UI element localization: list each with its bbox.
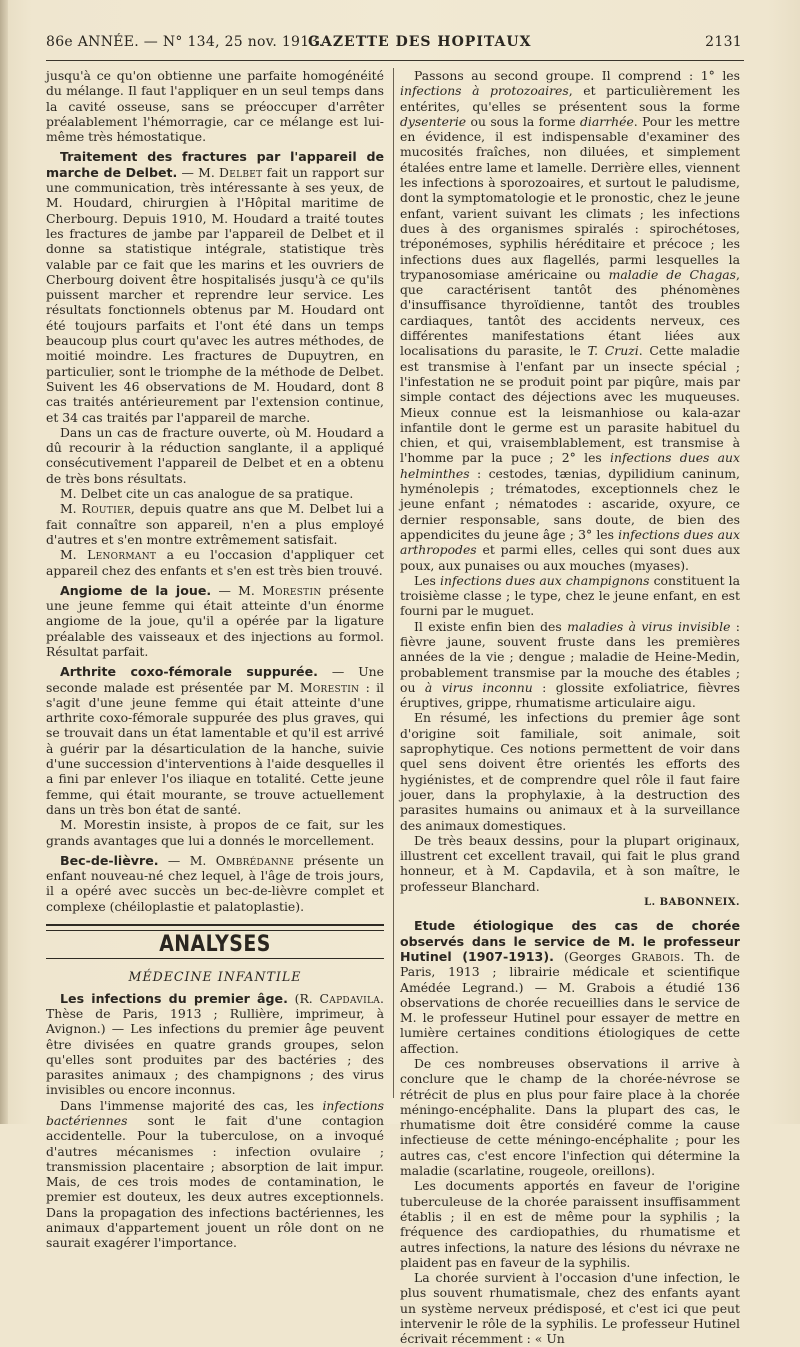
author-name: Capdavila [319,990,381,1006]
article-heading: Traitement des fractures par l'appareil de marche de Delbet. [46,149,384,180]
author-name: Routier [81,501,131,517]
author-name: Delbet [219,164,263,180]
article-heading: Etude étiologique des cas de chorée observés dans le service de M. le professeur Hutinel (1907-1913). [400,918,740,964]
author-name: Ombrédanne [215,852,295,868]
section-heading-analyses: ANALYSES [159,932,271,958]
journal-title: GAZETTE DES HOPITAUX [308,34,532,50]
paragraph: En résumé, les infections du premier âge sont d'origine soit familiale, soit animale, soit saprophytique. Ces notions permettent de voir dans quel sens doivent être orientés les efforts des hygiénistes, et de comprendre quel rôle il faut faire jouer, dans la prophylaxie, à la destruction des parasites humains ou animaux et à la surveillance des animaux domestiques. [400,710,740,833]
paragraph-arthrite: Arthrite coxo-fémorale suppurée. — Une seconde malade est présentée par M. Morestin : il s'agit d'une jeune femme qui était atteinte d'une arthrite coxo-fémorale suppurée des plus graves, qui se trouvait dans un état lamentable et qu'il est arrivé à guérir par la désarticulation de la hanche, suivie d'une succession d'interventions à l'aide desquelles il a fini par enlever l'os iliaque en totalité. Cette jeune femme, qui était mourante, se trouve actuellement dans un très bon état de santé. [46,664,384,817]
paragraph: Il existe enfin bien des maladies à virus invisible : fièvre jaune, souvent fruste dans les premières années de la vie ; dengue ; maladie de Heine-Medin, probablement transmise par la mouche des étables ; ou à virus inconnu : glossite exfoliatrice, fièvres éruptives, grippe, rhumatisme articulaire aigu. [400,618,740,711]
paragraph: Les documents apportés en faveur de l'origine tuberculeuse de la chorée paraissent insuffisamment établis ; il en est de même pour la syphilis ; la fréquence des cardiopathies, du rhumatisme et autres infections, la nature des lésions du névraxe ne plaident pas en faveur de la syphilis. [400,1178,740,1270]
author-name: Lenormant [87,547,157,563]
page-number: 2131 [705,34,742,50]
paragraph: jusqu'à ce qu'on obtienne une parfaite homogénéité du mélange. Il faut l'appliquer en un seul temps dans la cavité osseuse, sans se préoccuper d'arrêter préalablement l'hémorragie, car ce mélange est lui-même très hémostatique. [46,68,384,145]
right-column [400,68,740,1347]
issue-line: 86e ANNÉE. — N° 134, 25 nov. 1913. [46,34,324,50]
column-divider [393,68,394,1098]
paragraph: M. Delbet cite un cas analogue de sa pratique. [60,486,354,502]
subsection-title: MÉDECINE INFANTILE [128,969,302,985]
paragraph: De très beaux dessins, pour la plupart originaux, illustrent cet excellent travail, qui fait le plus grand honneur, et à M. Capdavila, et à son maître, le professeur Blanchard. [400,832,740,894]
paragraph: La chorée survient à l'occasion d'une infection, le plus souvent rhumatismale, chez des enfants ayant un système nerveux prédisposé, et c'est ici que peut intervenir le rôle de la syphilis. Le professeur Hutinel écrivait récemment : « Un [400,1270,740,1347]
paragraph-infections: Les infections du premier âge. (R. Capdavila. Thèse de Paris, 1913 ; Rullière, imprimeur, à Avignon.) — Les infections du premier âge peuvent être divisées en quatre grands groupes, selon qu'elles sont produites par des bactéries ; des parasites animaux ; des champignons ; des virus invisibles ou encore inconnus. [46,990,384,1098]
article-heading: Bec-de-lièvre. [60,852,159,868]
paragraph: M. Lenormant a eu l'occasion d'appliquer cet appareil chez des enfants et s'en est très bien trouvé. [46,547,384,578]
paragraph: Les infections dues aux champignons constituent la troisième classe ; le type, chez le jeune enfant, en est fourni par le muguet. [400,572,741,619]
article-heading: Arthrite coxo-fémorale suppurée. [60,664,318,680]
author-name: Morestin [299,679,360,695]
page-header [46,34,742,54]
paragraph-angiome: Angiome de la joue. — M. Morestin présente une jeune femme qui était atteinte d'un énorme angiome de la joue, qu'il a opérée par la ligature préalable des vaisseaux et des injections au formol. Résultat parfait. [46,582,384,659]
paragraph: Dans l'immense majorité des cas, les infections bactériennes sont le fait d'une contagion accidentelle. Pour la tuberculose, on a invoqué d'autres mécanismes : infection ovulaire ; transmission placentaire ; absorption de lait impur. Mais, de ces trois modes de contamination, le premier est douteux, les deux autres exceptionnels. Dans la propagation des infections bactériennes, les animaux d'appartement jouent un rôle dont on ne saurait exagérer l'importance. [46,1097,384,1251]
paragraph: M. Morestin insiste, à propos de ce fait, sur les grands avantages que lui a donnés le morcellement. [46,817,384,848]
article-heading: Angiome de la joue. [60,582,212,598]
paragraph-bec: Bec-de-lièvre. — M. Ombrédanne présente un enfant nouveau-né chez lequel, à l'âge de trois jours, il a opéré avec succès un bec-de-lièvre complet et complexe (chéiloplastie et palatoplastie). [46,852,384,914]
paragraph: Dans un cas de fracture ouverte, où M. Houdard a dû recourir à la réduction sanglante, il a appliqué consécutivement l'appareil de Delbet et en a obtenu de très bons résultats. [46,424,384,486]
paragraph: De ces nombreuses observations il arrive à conclure que le champ de la chorée-névrose se rétrécit de plus en plus pour faire place à la chorée méningo-encéphalite. Dans la plupart des cas, le rhumatisme doit être considéré comme la cause infectieuse de cette méningo-encéphalite ; pour les autres cas, c'est encore l'infection qui détermine la maladie (scarlatine, rougeole, oreillons). [400,1056,740,1179]
article-heading: Les infections du premier âge. [60,990,288,1006]
left-column [46,68,384,1251]
section-rule [46,958,384,959]
paragraph-choree: Etude étiologique des cas de chorée observés dans le service de M. le professeur Hutinel (1907-1913). (Georges Grabois. Th. de Paris, 1913 ; librairie médicale et scientifique Amédée Legrand.) — M. Grabois a étudié 136 observations de chorée recueillies dans le service de M. le professeur Hutinel pour essayer de mettre en lumière certaines conditions étiologiques de cette affection. [400,918,740,1056]
paragraph: Passons au second groupe. Il comprend : 1° les infections à protozoaires, et particulièrement les entérites, qu'elles se présentent sous la forme dysenterie ou sous la forme diarrhée. Pour les mettre en évidence, il est indispensable d'examiner des mucosités fraîches, non diluées, et simplement étalées entre lame et lamelle. Derrière elles, viennent les infections à sporozoaires, et surtout le paludisme, dont la symptomatologie et le pronostic, chez le jeune enfant, varient suivant les climats ; les infections dues à des organismes spiralés : spirochétoses, tréponémoses, syphilis héréditaire et précoce ; les infections dues aux flagellés, parmi lesquelles la trypanosomiase américaine ou maladie de Chagas, que caractérisent tantôt des phénomènes d'insuffisance thyroïdienne, tantôt des troubles cardiaques, tantôt des accidents nerveux, ces différentes manifestations étant liées aux localisations du parasite, le T. Cruzi. Cette maladie est transmise à l'enfant par un insecte spécial ; l'infestation ne se produit point par piqûre, mais par simple contact des déjections avec les muqueuses. Mieux connue est la leismanhiose ou kala-azar infantile dont le germe est un parasite habituel du chien, et qui, vraisemblablement, est transmise à l'homme par la puce ; 2° les infections dues aux helminthes : cestodes, tænias, dypilidium caninum, hyménolepis ; trématodes, exceptionnels chez le jeune enfant ; nématodes : ascaride, oxyure, ce dernier responsable, sans doute, de bien des appendicites du jeune âge ; 3° les infections dues aux arthropodes et parmi elles, celles qui sont dues aux poux, aux punaises ou aux mouches (myases). [400,68,740,573]
paragraph-delbet: Traitement des fractures par l'appareil de marche de Delbet. — M. Delbet fait un rapport sur une communication, très intéressante à ses yeux, de M. Houdard, chirurgien à l'Hôpital maritime de Cherbourg. Depuis 1910, M. Houdard a traité toutes les fractures de jambe par l'appareil de Delbet et il donne sa statistique intégrale, statistique très valable par ce fait que les marins et les ouvriers de Cherbourg doivent être hospitalisés jusqu'à ce qu'ils puissent marcher et reprendre leur service. Les résultats fonctionnels obtenus par M. Houdard ont été toujours parfaits et l'ont été dans un temps beaucoup plus court qu'avec les autres méthodes, de moitié moindre. Les fractures de Dupuytren, en particulier, sont le triomphe de la méthode de Delbet. Suivent les 46 observations de M. Houdard, dont 8 cas traités antérieurement par l'extension continue, et 34 cas traités par l'appareil de marche. [46,149,384,425]
signature: L. BABONNEIX. [644,897,740,909]
section-rule [46,924,384,931]
header-rule [46,60,744,61]
page-binding-edge [0,0,8,1124]
paragraph: M. Routier, depuis quatre ans que M. Delbet lui a fait connaître son appareil, n'en a plus employé d'autres et s'en montre extrêmement satisfait. [46,501,384,547]
author-name: Grabois [631,948,681,964]
author-name: Morestin [262,582,322,598]
